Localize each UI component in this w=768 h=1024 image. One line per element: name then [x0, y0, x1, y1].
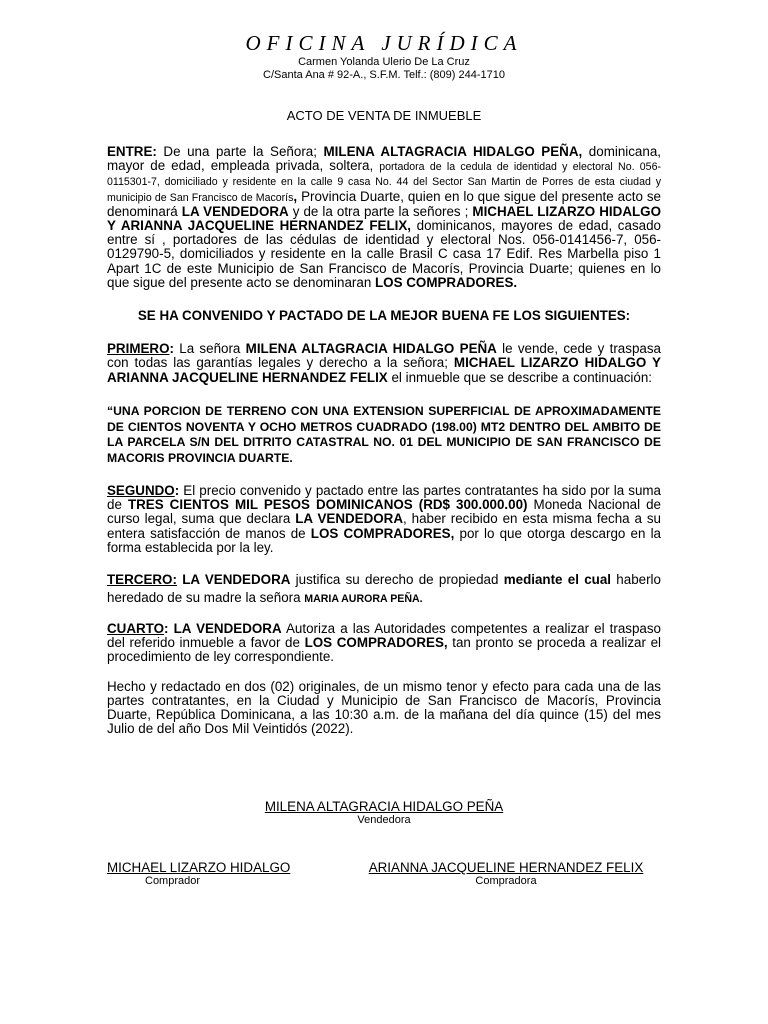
- property-description: “UNA PORCION DE TERRENO CON UNA EXTENSION SUPERFICIAL DE APROXIMADAMENTE DE CIENTOS NOVENTA Y OCHO METROS CUADRADO (198.00) MT2 DENTRO DEL AMBITO DE LA PARCELA S/N DEL DITRITO CATASTRAL NO. 01 DEL MUNICIPIO DE SAN FRANCISCO DE MACORIS PROVINCIA DUARTE.: [107, 403, 661, 466]
- attorney-name: Carmen Yolanda Ulerio De La Cruz: [298, 56, 470, 68]
- seller-signature-role: Vendedora: [357, 814, 411, 826]
- document-title: ACTO DE VENTA DE INMUEBLE: [286, 108, 482, 123]
- tercero-paragraph: TERCERO: LA VENDEDORA justifica su derecho de propiedad mediante el cual haberlo heredado de su madre la señora MARIA AURORA PEÑA.: [107, 572, 661, 605]
- convenio-heading: SE HA CONVENIDO Y PACTADO DE LA MEJOR BUENA FE LOS SIGUIENTES:: [137, 308, 631, 324]
- cuarto-label: CUARTO: [107, 621, 165, 637]
- buyer1-signature-role: Comprador: [145, 875, 201, 887]
- seller-signature-name: MILENA ALTAGRACIA HIDALGO PEÑA: [264, 799, 504, 814]
- buyer1-signature-block: [107, 860, 290, 888]
- office-title: OFICINA JURÍDICA: [245, 31, 523, 55]
- tercero-label: TERCERO:: [107, 572, 177, 588]
- office-address: C/Santa Ana # 92-A., S.F.M. Telf.: (809) 244-1710: [263, 69, 505, 81]
- closing-paragraph: Hecho y redactado en dos (02) originales, de un mismo tenor y efecto para cada una de las partes contratantes, en la Ciudad y Municipio de San Francisco de Macorís, Provincia Duarte, República Dominicana, a las 10:30 a.m. de la mañana del día quince (15) del mes Julio de del año Dos Mil Veintidós (2022).: [107, 678, 661, 737]
- segundo-paragraph: SEGUNDO: El precio convenido y pactado entre las partes contratantes ha sido por la suma de TRES CIENTOS MIL PESOS DOMINICANOS (RD$ 300.000.00) Moneda Nacional de curso legal, suma que declara LA VENDEDORA, haber recibido en esta misma fecha a su entera satisfacción de manos de LOS COMPRADORES, por lo que otorga descargo en la forma establecida por la ley.: [107, 483, 662, 555]
- document-page: [107, 30, 661, 736]
- segundo-label: SEGUNDO: [107, 483, 175, 499]
- buyer2-signature-role: Compradora: [475, 875, 537, 887]
- cuarto-paragraph: CUARTO: LA VENDEDORA Autoriza a las Autoridades competentes a realizar el traspaso del referido inmueble a favor de LOS COMPRADORES, tan pronto se proceda a realizar el procedimiento de ley correspondiente.: [107, 621, 662, 665]
- buyer1-signature-name: MICHAEL LIZARZO HIDALGO: [107, 860, 291, 875]
- entre-paragraph: ENTRE: De una parte la Señora; MILENA ALTAGRACIA HIDALGO PEÑA, dominicana, mayor de edad, empleada privada, soltera, portadora de la cedula de identidad y electoral No. 056-0115301-7, domiciliado y residente en la calle 9 casa No. 44 del Sector San Martin de Porres de esta ciudad y municipio de San Francisco de Macorís, Provincia Duarte, quien en lo que sigue del presente acto se denominará LA VENDEDORA y de la otra parte la señores ; MICHAEL LIZARZO HIDALGO Y ARIANNA JACQUELINE HERNANDEZ FELIX, dominicanos, mayores de edad, casado entre sí , portadores de las cédulas de identidad y electoral Nos. 056-0141456-7, 056-0129790-5, domiciliados y residente en la calle Brasil C casa 17 Edif. Res Marbella piso 1 Apart 1C de este Municipio de San Francisco de Macorís, Provincia Duarte; quienes en lo que sigue del presente acto se denominaran LOS COMPRADORES.: [107, 144, 662, 290]
- entre-label: ENTRE:: [107, 144, 157, 159]
- primero-paragraph: PRIMERO: La señora MILENA ALTAGRACIA HIDALGO PEÑA le vende, cede y traspasa con todas las garantías legales y derecho a la señora; MICHAEL LIZARZO HIDALGO Y ARIANNA JACQUELINE HERNANDEZ FELIX el inmueble que se describe a continuación:: [107, 341, 661, 385]
- primero-label: PRIMERO: [107, 341, 170, 357]
- buyer2-signature-block: [351, 860, 661, 888]
- seller-signature-block: [248, 799, 520, 827]
- buyer2-signature-name: ARIANNA JACQUELINE HERNANDEZ FELIX: [368, 860, 644, 875]
